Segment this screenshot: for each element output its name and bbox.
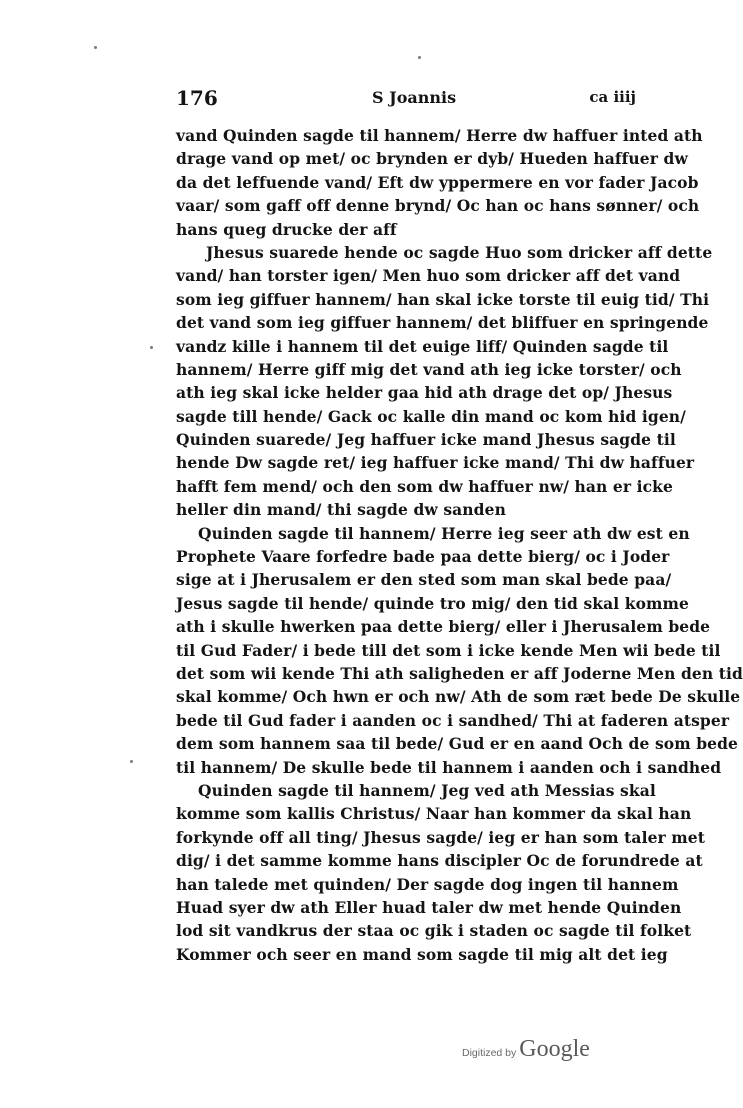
text-line: vaar/ som gaff off denne brynd/ Oc han oc hans sønner/ och [176,196,700,216]
page-header [176,86,636,110]
digitized-by-watermark [462,1036,590,1066]
text-line: dem som hannem saa til bede/ Gud er en aand Och de som bede [176,734,739,754]
text-line: drage vand op met/ oc brynden er dyb/ Hueden haffuer dw [176,149,688,169]
google-wordmark: Google [519,1036,590,1062]
text-line: komme som kallis Christus/ Naar han kommer da skal han [176,804,692,824]
margin-speck [94,46,97,49]
text-line: vandz kille i hannem til det euige liff/ Quinden sagde til [176,336,669,356]
text-line: til Gud Fader/ i bede till det som i icke kende Men wii bede til [176,640,721,660]
text-line: Prophete Vaare forfedre bade paa dette bierg/ oc i Joder [176,547,670,567]
text-line: Quinden sagde til hannem/ Jeg ved ath Messias skal [198,780,656,800]
text-line: det vand som ieg giffuer hannem/ det bliffuer en springende [176,313,709,333]
text-line: dig/ i det samme komme hans discipler Oc de forundrede at [176,851,703,871]
text-line: heller din mand/ thi sagde dw sanden [176,500,506,520]
margin-speck [130,760,133,763]
text-line: hannem/ Herre giff mig det vand ath ieg icke torster/ och [176,359,682,379]
text-line: til hannem/ De skulle bede til hannem i aanden och i sandhed [176,757,722,777]
text-line: Quinden sagde til hannem/ Herre ieg seer ath dw est en [198,523,690,543]
text-line: Kommer och seer en mand som sagde til mig alt det ieg [176,944,668,964]
text-line: forkynde off all ting/ Jhesus sagde/ ieg er han som taler met [176,827,706,847]
text-line: han talede met quinden/ Der sagde dog ingen til hannem [176,874,679,894]
text-line: ath ieg skal icke helder gaa hid ath drage det op/ Jhesus [176,383,673,403]
watermark-prefix: Digitized by [462,1047,517,1059]
text-line: Jesus sagde til hende/ quinde tro mig/ den tid skal komme [176,593,689,613]
text-body [176,124,743,966]
signature-mark: ca iiij [589,88,636,106]
text-line: det som wii kende Thi ath saligheden er aff Joderne Men den tid [176,663,743,683]
page-number: 176 [176,86,218,110]
text-line: hende Dw sagde ret/ ieg haffuer icke mand/ Thi dw haffuer [176,453,695,473]
text-line: da det leffuende vand/ Eft dw yppermere en vor fader Jacob [176,172,699,192]
text-line: Quinden suarede/ Jeg haffuer icke mand Jhesus sagde til [176,430,676,450]
text-line: vand Quinden sagde til hannem/ Herre dw haffuer inted ath [176,126,703,145]
text-line: Jhesus suarede hende oc sagde Huo som dricker aff dette [206,242,713,262]
text-line: sige at i Jherusalem er den sted som man skal bede paa/ [176,570,672,590]
text-line: lod sit vandkrus der staa oc gik i staden oc sagde til folket [176,921,692,941]
text-line: ath i skulle hwerken paa dette bierg/ eller i Jherusalem bede [176,617,711,637]
text-line: hafft fem mend/ och den som dw haffuer nw/ han er icke [176,476,673,496]
text-line: bede til Gud fader i aanden oc i sandhed/ Thi at faderen atsper [176,710,730,730]
margin-speck [150,346,153,349]
text-line: hans queg drucke der aff [176,219,397,239]
text-line: vand/ han torster igen/ Men huo som dricker aff det vand [176,266,681,286]
text-line: Huad syer dw ath Eller huad taler dw met hende Quinden [176,897,682,917]
text-line: som ieg giffuer hannem/ han skal icke torste til euig tid/ Thi [176,289,710,309]
margin-speck [418,56,421,59]
text-line: sagde till hende/ Gack oc kalle din mand oc kom hid igen/ [176,406,686,426]
running-title: S Joannis [372,88,457,107]
text-line: skal komme/ Och hwn er och nw/ Ath de som ræt bede De skulle [176,687,741,707]
